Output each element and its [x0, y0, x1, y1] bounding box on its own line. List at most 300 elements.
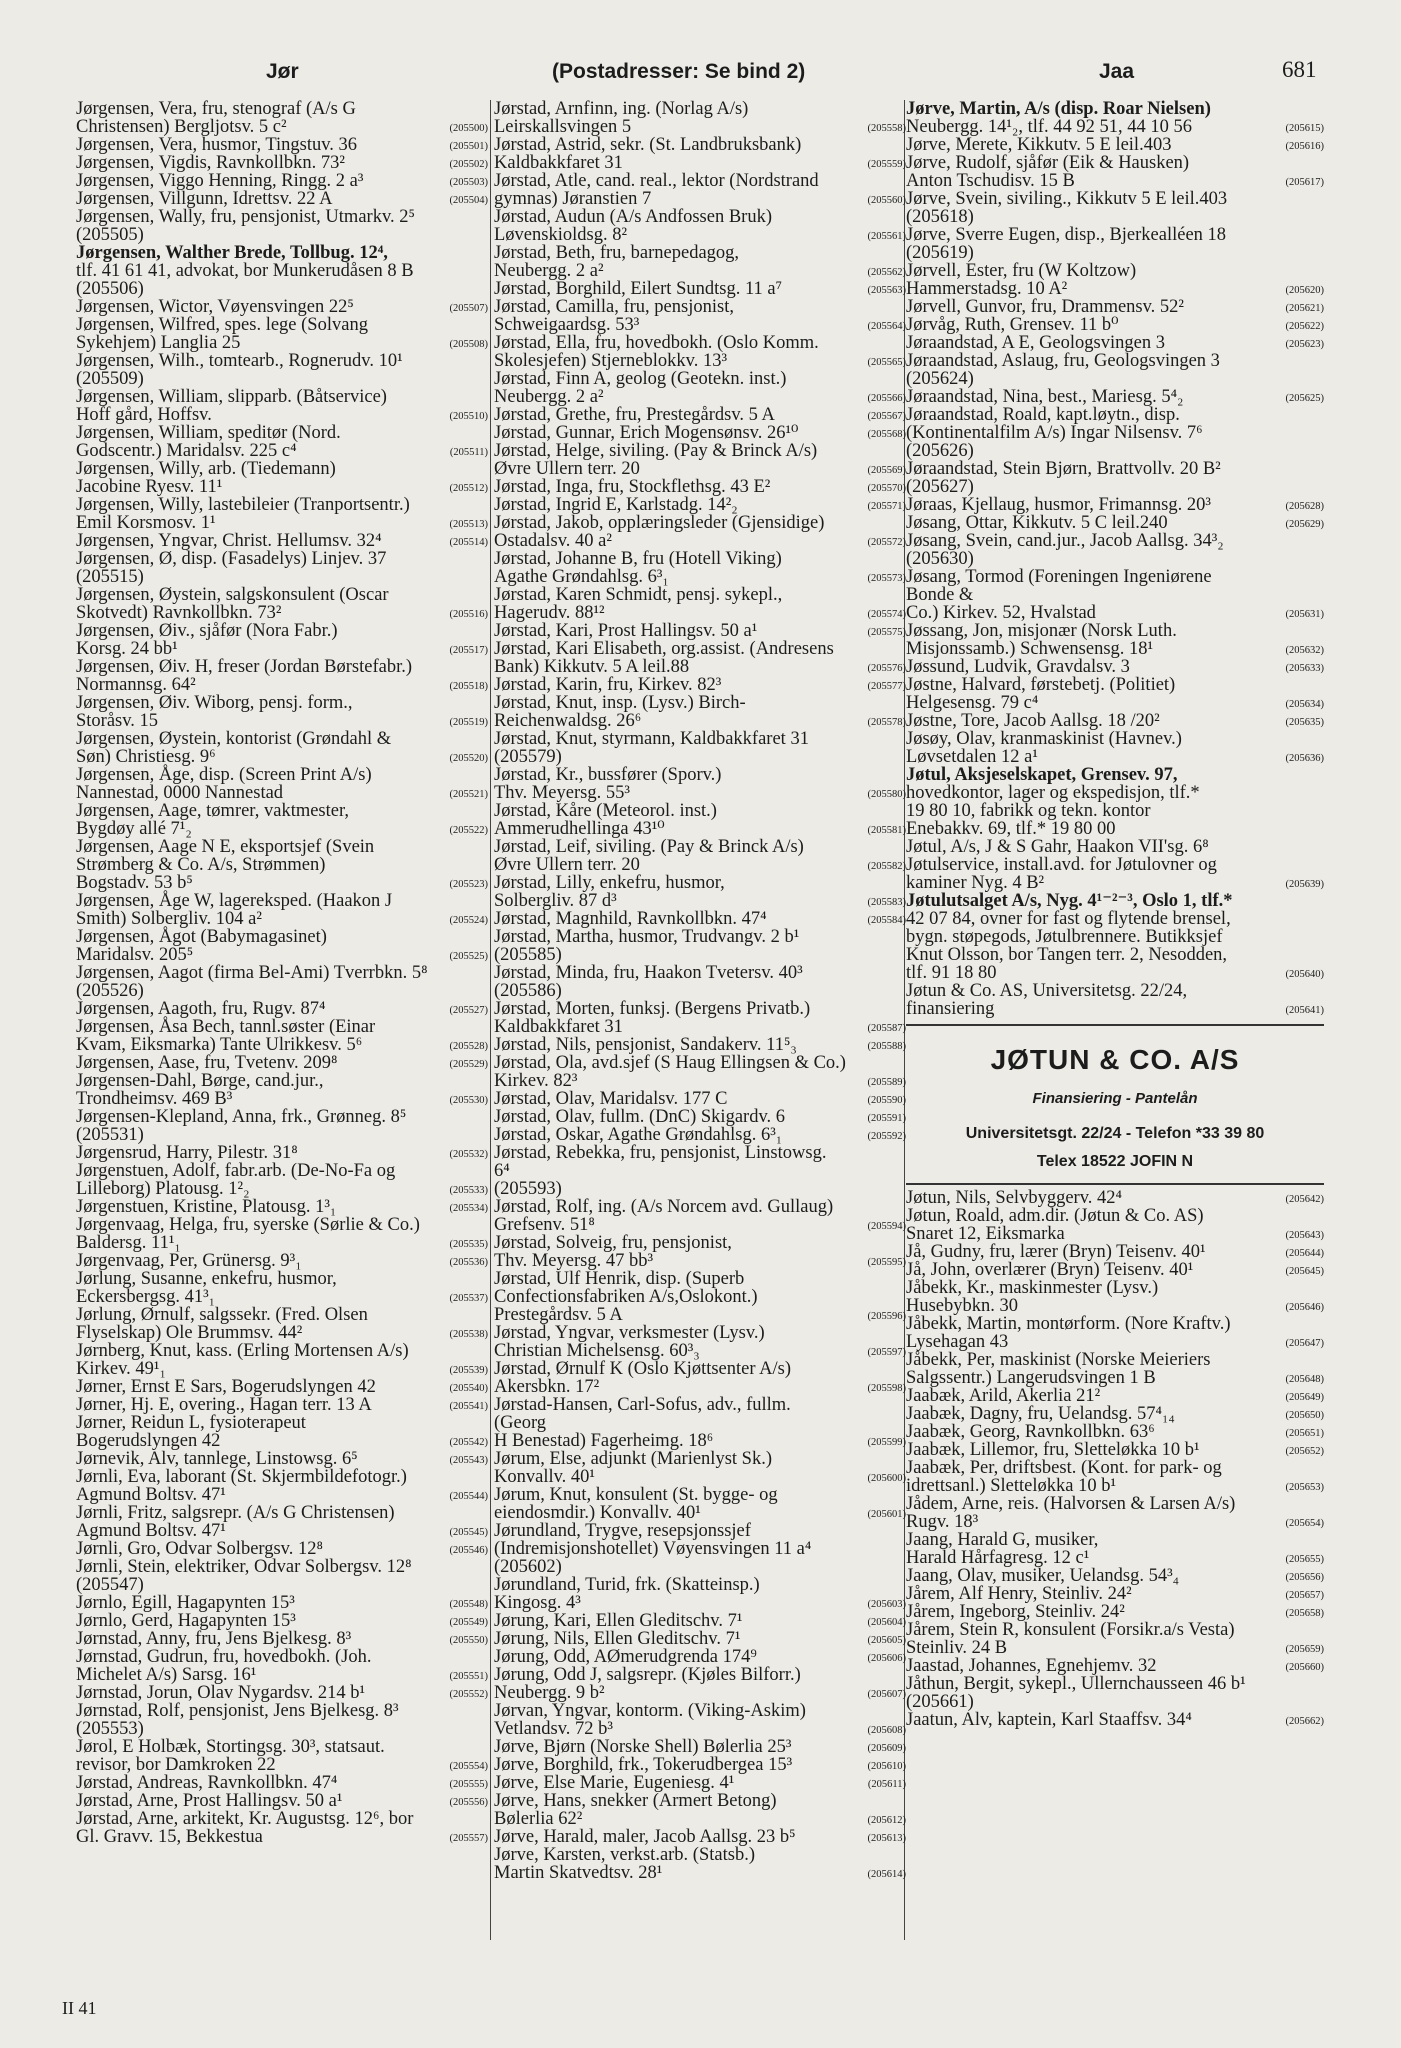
entry-number: (205530)	[449, 1095, 488, 1106]
entry-number: (205504)	[449, 195, 488, 206]
entry-text: Jørlung, Ørnulf, salgssekr. (Fred. Olsen Flyselskap) Ole Brummsv. 44²	[76, 1305, 368, 1343]
entry-text: Jørgenvaag, Per, Grünersg. 9³₁	[76, 1251, 302, 1271]
directory-entry	[494, 1576, 906, 1612]
entry-number: (205657)	[1285, 1590, 1324, 1601]
directory-entry	[494, 802, 906, 838]
directory-entry	[494, 100, 906, 136]
entry-number: (205654)	[1285, 1518, 1324, 1529]
entry-text: Jørung, Kari, Ellen Gleditschv. 7¹	[494, 1611, 743, 1631]
directory-entry	[76, 1468, 488, 1504]
directory-entry	[906, 1261, 1324, 1279]
entry-number: (205633)	[1285, 663, 1324, 674]
entry-text: Jørstad, Olav, fullm. (DnC) Skigardv. 6	[494, 1107, 785, 1127]
directory-entry	[76, 1774, 488, 1792]
entry-number: (205604)	[867, 1617, 906, 1628]
entry-text: Jørgensen, Øiv. Wiborg, pensj. form., Storåsv. 15	[76, 693, 353, 731]
entry-text: Jørgensen, Ø, disp. (Fasadelys) Linjev. 37	[76, 549, 387, 569]
entry-text: (205553)	[76, 1719, 144, 1739]
entry-number: (205560)	[867, 195, 906, 206]
entry-number: (205521)	[449, 789, 488, 800]
entry-number: (205573)	[867, 573, 906, 584]
entry-number: (205591)	[867, 1113, 906, 1124]
entry-number: (205519)	[449, 717, 488, 728]
entry-number: (205500)	[449, 123, 488, 134]
entry-text: Jørvell, Ester, fru (W Koltzow) Hammerstadsg. 10 A²	[906, 261, 1137, 299]
entry-number: (205655)	[1285, 1554, 1324, 1565]
directory-entry	[494, 730, 906, 748]
directory-entry	[76, 1540, 488, 1558]
entry-number: (205643)	[1285, 1230, 1324, 1241]
directory-entry	[906, 298, 1324, 316]
entry-number: (205566)	[867, 393, 906, 404]
entry-number: (205590)	[867, 1095, 906, 1106]
ad-telex: Telex 18522 JOFIN N	[1036, 1153, 1194, 1170]
entry-number: (205536)	[449, 1257, 488, 1268]
entry-text: Jøsøy, Olav, kranmaskinist (Havnev.) Løvsetdalen 12 a¹	[906, 729, 1182, 767]
entry-number: (205550)	[449, 1635, 488, 1646]
entry-text: Jørner, Hj. E, overing., Hagan terr. 13 A	[76, 1395, 372, 1415]
entry-text: Jørstad, Audun (A/s Andfossen Bruk) Løvenskioldsg. 8²	[494, 207, 773, 245]
entry-text: Jørve, Hans, snekker (Armert Betong) Bølerlia 62²	[494, 1791, 777, 1829]
entry-number: (205537)	[449, 1293, 488, 1304]
directory-entry	[906, 1495, 1324, 1531]
directory-entry	[494, 622, 906, 640]
directory-entry	[76, 136, 488, 154]
directory-entry	[76, 1144, 488, 1162]
entry-text: Jørstad, Camilla, fru, pensjonist, Schweigaardsg. 53³	[494, 297, 734, 335]
entry-text: Jørstad, Kari, Prost Hallingsv. 50 a¹	[494, 621, 758, 641]
entry-text: Jørner, Reidun L, fysioterapeut Bogerudslyngen 42	[76, 1413, 306, 1451]
entry-text: Jørstad, Solveig, fru, pensjonist, Thv. Meyersg. 47 bb³	[494, 1233, 732, 1271]
entry-text: Jøssund, Ludvik, Gravdalsv. 3	[906, 657, 1130, 677]
directory-entry	[906, 1207, 1324, 1243]
entry-text: (205661)	[906, 1692, 974, 1712]
directory-entry	[906, 568, 1324, 622]
entry-text: Jørung, Odd J, salgsrepr. (Kjøles Bilforr.) Neubergg. 9 b²	[494, 1665, 801, 1703]
entry-text: Jørve, Martin, A/s (disp. Roar Nielsen) Neubergg. 14¹₂, tlf. 44 92 51, 44 10 56	[906, 99, 1211, 137]
directory-entry	[906, 262, 1324, 298]
listing-column-3-bottom	[906, 1189, 1324, 1729]
entry-number: (205533)	[449, 1185, 488, 1196]
entry-text: Jørgensen, Yngvar, Christ. Hellumsv. 32⁴	[76, 531, 382, 551]
entry-text: Jørum, Knut, konsulent (St. bygge- og eiendosmdir.) Konvallv. 40¹	[494, 1485, 778, 1523]
entry-number: (205652)	[1285, 1446, 1324, 1457]
directory-entry	[906, 316, 1324, 334]
entry-text: Jørgensen, Villgunn, Idrettsv. 22 A	[76, 189, 333, 209]
entry-text: Jøsang, Svein, cand.jur., Jacob Aallsg. 34³₂	[906, 531, 1224, 551]
entry-number: (205620)	[1285, 285, 1324, 296]
entry-number: (205608)	[867, 1725, 906, 1736]
directory-entry	[76, 928, 488, 964]
directory-entry	[906, 136, 1324, 154]
entry-text: Jørnberg, Knut, kass. (Erling Mortensen A/s) Kirkev. 49¹₁	[76, 1341, 409, 1379]
directory-entry	[494, 640, 906, 676]
entry-text: Jørgensen, Aage N E, eksportsjef (Svein Strømberg & Co. A/s, Strømmen) Bogstadv. 53 b⁵	[76, 837, 375, 893]
entry-number: (205546)	[449, 1545, 488, 1556]
entry-number: (205646)	[1285, 1302, 1324, 1313]
directory-entry	[494, 1090, 906, 1108]
directory-entry	[494, 370, 906, 406]
entry-number: (205658)	[1285, 1608, 1324, 1619]
entry-text: Jørstad, Knut, insp. (Lysv.) Birch- Reichenwaldsg. 26⁶	[494, 693, 746, 731]
entry-number: (205528)	[449, 1041, 488, 1052]
directory-entry	[76, 1810, 488, 1846]
entry-number: (205532)	[449, 1149, 488, 1160]
entry-text: (205624)	[906, 369, 974, 389]
directory-entry	[494, 586, 906, 622]
entry-text: Jørstad, Ella, fru, hovedbokh. (Oslo Komm. Skolesjefen) Stjerneblokkv. 13³	[494, 333, 819, 371]
header-left-keyword: Jør	[266, 60, 299, 83]
ad-tagline: Finansiering - Pantelån	[1032, 1090, 1198, 1107]
entry-number: (205578)	[867, 717, 906, 728]
entry-text: Jørstad, Arnfinn, ing. (Norlag A/s) Leirskallsvingen 5	[494, 99, 749, 137]
entry-text: (205627)	[906, 477, 974, 497]
entry-text: Jøraandstad, Stein Bjørn, Brattvollv. 20 B²	[906, 459, 1221, 479]
entry-text: Jørgensen-Dahl, Børge, cand.jur., Trondheimsv. 469 B³	[76, 1071, 324, 1109]
entry-text: Jørgensen, Aagoth, fru, Rugv. 87⁴	[76, 999, 326, 1019]
entry-text: Jaabæk, Dagny, fru, Uelandsg. 57⁴₁₄	[906, 1404, 1175, 1424]
entry-number: (205510)	[449, 411, 488, 422]
directory-entry	[494, 280, 906, 298]
directory-entry	[906, 766, 1324, 838]
entry-number: (205568)	[867, 429, 906, 440]
directory-entry	[76, 1396, 488, 1414]
entry-number: (205549)	[449, 1617, 488, 1628]
entry-number: (205635)	[1285, 717, 1324, 728]
entry-text: Jøssang, Jon, misjonær (Norsk Luth. Misjonssamb.) Schwensensg. 18¹	[906, 621, 1177, 659]
entry-text: Jørstad, Knut, styrmann, Kaldbakkfaret 31	[494, 729, 809, 749]
entry-number: (205577)	[867, 681, 906, 692]
entry-text: Jørstad, Kr., bussfører (Sporv.) Thv. Meyersg. 55³	[494, 765, 722, 803]
header-note: (Postadresser: Se bind 2)	[552, 60, 806, 83]
entry-number: (205559)	[867, 159, 906, 170]
entry-text: Jåbekk, Martin, montørform. (Nore Kraftv.) Lysehagan 43	[906, 1314, 1231, 1352]
entry-text: Jørner, Ernst E Sars, Bogerudslyngen 42	[76, 1377, 376, 1397]
entry-text: Jårem, Alf Henry, Steinliv. 24²	[906, 1584, 1132, 1604]
entry-text: Jørgensen, Aagot (firma Bel-Ami) Tverrbkn. 5⁸	[76, 963, 428, 983]
entry-text: Jørstad, Jakob, opplæringsleder (Gjensidige) Ostadalsv. 40 a²	[494, 513, 825, 551]
entry-text: Jaang, Harald G, musiker, Harald Hårfagresg. 12 c¹	[906, 1530, 1099, 1568]
entry-text: Jørstad, Atle, cand. real., lektor (Nordstrand gymnas) Jøranstien 7	[494, 171, 819, 209]
directory-entry	[76, 568, 488, 586]
entry-number: (205650)	[1285, 1410, 1324, 1421]
ad-company-name: JØTUN & CO. A/S	[990, 1044, 1240, 1075]
entry-text: Jørstad, Ørnulf K (Oslo Kjøttsenter A/s) Akersbkn. 17²	[494, 1359, 791, 1397]
entry-text: Jaang, Olav, musiker, Uelandsg. 54³₄	[906, 1566, 1180, 1586]
entry-text: Jørstad, Beth, fru, barnepedagog, Neubergg. 2 a²	[494, 243, 740, 281]
directory-entry	[906, 388, 1324, 406]
entry-text: Jørve, Rudolf, sjåfør (Eik & Hausken) Anton Tschudisv. 15 B	[906, 153, 1190, 191]
entry-text: Jørstad, Finn A, geolog (Geotekn. inst.) Neubergg. 2 a²	[494, 369, 787, 407]
entry-text: (205626)	[906, 441, 974, 461]
entry-number: (205520)	[449, 753, 488, 764]
entry-text: Jåbekk, Kr., maskinmester (Lysv.) Husebybkn. 30	[906, 1278, 1159, 1316]
directory-entry	[906, 442, 1324, 460]
entry-text: Jå, Gudny, fru, lærer (Bryn) Teisenv. 40¹	[906, 1242, 1206, 1262]
directory-entry	[906, 208, 1324, 226]
entry-text: (205585)	[494, 945, 562, 965]
entry-number: (205631)	[1285, 609, 1324, 620]
entry-text: Jørve, Borghild, frk., Tokerudbergea 15³	[494, 1755, 793, 1775]
entry-text: (205618)	[906, 207, 974, 227]
ad-rule-bottom	[906, 1183, 1324, 1185]
directory-entry	[906, 1315, 1324, 1351]
entry-text: (205515)	[76, 567, 144, 587]
entry-number: (205596)	[867, 1311, 906, 1322]
directory-entry	[906, 1405, 1324, 1423]
directory-entry	[76, 1252, 488, 1270]
entry-text: Jørve, Harald, maler, Jacob Aallsg. 23 b⁵	[494, 1827, 796, 1847]
entry-number: (205523)	[449, 879, 488, 890]
entry-text: Jaabæk, Arild, Akerlia 21²	[906, 1386, 1101, 1406]
entry-number: (205584)	[867, 915, 906, 926]
directory-entry	[906, 334, 1324, 352]
directory-entry	[906, 1351, 1324, 1387]
entry-number: (205558)	[867, 123, 906, 134]
directory-entry	[76, 1162, 488, 1198]
directory-entry	[906, 1189, 1324, 1207]
directory-entry	[76, 1018, 488, 1054]
entry-number: (205544)	[449, 1491, 488, 1502]
entry-number: (205561)	[867, 231, 906, 242]
directory-entry	[76, 802, 488, 838]
entry-text: Jøstne, Halvard, førstebetj. (Politiet) Helgesensg. 79 c⁴	[906, 675, 1176, 713]
listing-column-3	[906, 100, 1324, 1729]
entry-text: Jørundland, Trygve, resepsjonssjef (Indremisjonshotellet) Vøyensvingen 11 a⁴	[494, 1521, 812, 1559]
directory-entry	[494, 208, 906, 244]
entry-text: Jørstad, Inga, fru, Stockflethsg. 43 E²	[494, 477, 771, 497]
entry-number: (205574)	[867, 609, 906, 620]
entry-number: (205625)	[1285, 393, 1324, 404]
directory-entry	[494, 334, 906, 370]
directory-entry	[494, 766, 906, 802]
entry-text: Jørgensen, Vera, fru, stenograf (A/s G Christensen) Bergljotsv. 5 c²	[76, 99, 356, 137]
directory-entry	[494, 1666, 906, 1702]
directory-entry	[906, 1603, 1324, 1621]
entry-text: Jaabæk, Georg, Ravnkollbkn. 63⁶	[906, 1422, 1155, 1442]
directory-entry	[494, 1612, 906, 1630]
entry-text: Jørve, Karsten, verkst.arb. (Statsb.) Martin Skatvedtsv. 28¹	[494, 1845, 755, 1883]
entry-text: (205505)	[76, 225, 144, 245]
entry-number: (205571)	[867, 501, 906, 512]
entry-number: (205598)	[867, 1383, 906, 1394]
directory-entry	[494, 694, 906, 730]
directory-entry	[494, 478, 906, 496]
entry-number: (205594)	[867, 1221, 906, 1232]
directory-entry	[906, 460, 1324, 478]
entry-number: (205613)	[867, 1833, 906, 1844]
entry-text: (205531)	[76, 1125, 144, 1145]
entry-number: (205516)	[449, 609, 488, 620]
entry-text: Jøtun & Co. AS, Universitetsg. 22/24, finansiering	[906, 981, 1188, 1019]
entry-text: Jørnli, Fritz, salgsrepr. (A/s G Christensen) Agmund Boltsv. 47¹	[76, 1503, 395, 1541]
entry-text: Jørnevik, Alv, tannlege, Linstowsg. 6⁵	[76, 1449, 358, 1469]
directory-entry	[906, 406, 1324, 442]
directory-entry	[494, 172, 906, 208]
listing-column-3-top	[906, 100, 1324, 1018]
directory-entry	[494, 1630, 906, 1648]
entry-number: (205542)	[449, 1437, 488, 1448]
entry-text: Jøraandstad, Roald, kapt.løytn., disp. (Kontinentalfilm A/s) Ingar Nilsensv. 7⁶	[906, 405, 1203, 443]
entry-number: (205642)	[1285, 1194, 1324, 1205]
entry-text: Jøtulutsalget A/s, Nyg. 4¹⁻²⁻³, Oslo 1, tlf.* 42 07 84, ovner for fast og flytende brensel, bygn. støpegods, Jøtulbrennere. Butikksjef Knut Olsson, bor Tangen terr. 2, Nesodden, tlf. 91 18 80	[906, 891, 1233, 983]
directory-entry	[76, 1216, 488, 1252]
entry-text: Jørgensen, Ågot (Babymagasinet) Maridalsv. 205⁵	[76, 927, 327, 965]
directory-entry	[76, 100, 488, 136]
directory-entry	[76, 1576, 488, 1594]
entry-text: Jørgensen, Willy, lastebileier (Tranportsentr.) Emil Korsmosv. 1¹	[76, 495, 410, 533]
entry-number: (205595)	[867, 1257, 906, 1268]
directory-entry	[906, 244, 1324, 262]
directory-entry	[494, 1054, 906, 1090]
directory-entry	[906, 352, 1324, 370]
directory-entry	[906, 226, 1324, 244]
entry-text: Jørstad, Ulf Henrik, disp. (Superb Confectionsfabriken A/s,Oslokont.) Prestegårdsv. 5 A	[494, 1269, 758, 1325]
entry-number: (205656)	[1285, 1572, 1324, 1583]
entry-text: Jørstad, Arne, Prost Hallingsv. 50 a¹	[76, 1791, 343, 1811]
directory-entry	[494, 676, 906, 694]
entry-text: Jaabæk, Per, driftsbest. (Kont. for park- og idrettsanl.) Sletteløkka 10 b¹	[906, 1458, 1222, 1496]
entry-number: (205599)	[867, 1437, 906, 1448]
directory-entry	[906, 1441, 1324, 1459]
ad-rule-top	[906, 1024, 1324, 1026]
directory-entry	[76, 694, 488, 730]
entry-number: (205565)	[867, 357, 906, 368]
entry-text: Jørstad, Rebekka, fru, pensjonist, Linstowsg. 6⁴	[494, 1143, 827, 1181]
entry-number: (205557)	[449, 1833, 488, 1844]
entry-text: Jørung, Odd, AØmerudgrenda 174⁹	[494, 1647, 757, 1667]
directory-entry	[76, 496, 488, 532]
entry-number: (205572)	[867, 537, 906, 548]
entry-number: (205535)	[449, 1239, 488, 1250]
ad-address: Universitetsgt. 22/24 - Telefon *33 39 80	[965, 1125, 1265, 1142]
directory-entry	[906, 838, 1324, 856]
entry-text: Jøsang, Tormod (Foreningen Ingeniørene Bonde & Co.) Kirkev. 52, Hvalstad	[906, 567, 1212, 623]
directory-entry	[494, 1792, 906, 1828]
directory-entry	[494, 838, 906, 874]
entry-number: (205659)	[1285, 1644, 1324, 1655]
directory-entry	[494, 964, 906, 982]
entry-text: Jørve, Sverre Eugen, disp., Bjerkealléen 18	[906, 225, 1227, 245]
entry-text: Jørstad, Oskar, Agathe Grøndahlsg. 6³₁	[494, 1125, 783, 1145]
entry-text: (205630)	[906, 549, 974, 569]
entry-number: (205614)	[867, 1869, 906, 1880]
entry-text: Jørstad, Borghild, Eilert Sundtsg. 11 a⁷	[494, 279, 783, 299]
entry-text: Jøtun, Nils, Selvbyggerv. 42⁴	[906, 1188, 1122, 1208]
page-number: 681	[1282, 57, 1317, 82]
entry-text: Jørgensen, Walther Brede, Tollbug. 12⁴, tlf. 41 61 41, advokat, bor Munkerudåsen 8 B	[76, 243, 414, 281]
directory-entry	[76, 1450, 488, 1468]
entry-number: (205616)	[1285, 141, 1324, 152]
directory-entry	[906, 154, 1324, 190]
directory-entry	[906, 1423, 1324, 1441]
entry-text: Jørnstad, Rolf, pensjonist, Jens Bjelkesg. 8³	[76, 1701, 399, 1721]
directory-entry	[76, 226, 488, 244]
entry-text: Jøraandstad, A E, Geologsvingen 3	[906, 333, 1165, 353]
entry-text: Jørstad, Leif, siviling. (Pay & Brinck A/s) Øvre Ullern terr. 20	[494, 837, 804, 875]
entry-text: Jørstad, Minda, fru, Haakon Tvetersv. 40³	[494, 963, 803, 983]
directory-entry	[906, 370, 1324, 388]
entry-text: Jørgensen, William, speditør (Nord. Godscentr.) Maridalsv. 225 c⁴	[76, 423, 341, 461]
entry-text: Jørgensen, Willy, arb. (Tiedemann) Jacobine Ryesv. 11¹	[76, 459, 336, 497]
entry-number: (205529)	[449, 1059, 488, 1070]
entry-text: Jørum, Else, adjunkt (Marienlyst Sk.) Konvallv. 40¹	[494, 1449, 772, 1487]
directory-entry	[906, 622, 1324, 658]
entry-text: Jøsang, Ottar, Kikkutv. 5 C leil.240	[906, 513, 1168, 533]
entry-number: (205647)	[1285, 1338, 1324, 1349]
directory-entry	[76, 622, 488, 658]
directory-entry	[906, 1567, 1324, 1585]
directory-entry	[494, 550, 906, 586]
entry-number: (205651)	[1285, 1428, 1324, 1439]
directory-entry	[76, 316, 488, 352]
directory-entry	[76, 190, 488, 208]
directory-entry	[494, 244, 906, 280]
entry-number: (205569)	[867, 465, 906, 476]
entry-number: (205609)	[867, 1743, 906, 1754]
entry-number: (205539)	[449, 1365, 488, 1376]
directory-entry	[76, 1054, 488, 1072]
entry-text: Jørgensen, Vera, husmor, Tingstuv. 36	[76, 135, 358, 155]
directory-entry	[76, 154, 488, 172]
directory-entry	[906, 1279, 1324, 1315]
entry-number: (205517)	[449, 645, 488, 656]
entry-text: Jårem, Ingeborg, Steinliv. 24²	[906, 1602, 1125, 1622]
directory-entry	[76, 838, 488, 892]
entry-number: (205507)	[449, 303, 488, 314]
entry-text: Jørstad, Grethe, fru, Prestegårdsv. 5 A	[494, 405, 775, 425]
entry-text: Jørgensen, Åsa Bech, tannl.søster (Einar Kvam, Eiksmarka) Tante Ulrikkesv. 5⁶	[76, 1017, 376, 1055]
entry-number: (205548)	[449, 1599, 488, 1610]
directory-entry	[494, 1396, 906, 1450]
directory-entry	[76, 1306, 488, 1342]
entry-number: (205582)	[867, 861, 906, 872]
entry-text: Jøstne, Tore, Jacob Aallsg. 18 /20²	[906, 711, 1160, 731]
directory-entry	[906, 514, 1324, 532]
entry-number: (205508)	[449, 339, 488, 350]
directory-entry	[76, 964, 488, 982]
directory-entry	[76, 370, 488, 388]
directory-entry	[906, 1585, 1324, 1603]
entry-text: Jørgensen, Wilh., tomtearb., Rognerudv. 10¹	[76, 351, 403, 371]
page-footer: II 41	[62, 1998, 97, 2018]
entry-text: Jørgensen, Øiv. H, freser (Jordan Børstefabr.) Normannsg. 64²	[76, 657, 412, 695]
entry-number: (205562)	[867, 267, 906, 278]
directory-entry	[494, 1324, 906, 1360]
entry-number: (205576)	[867, 663, 906, 674]
directory-entry	[494, 982, 906, 1000]
directory-entry	[494, 406, 906, 424]
entry-text: Jørgensen, Wally, fru, pensjonist, Utmarkv. 2⁵	[76, 207, 415, 227]
entry-number: (205639)	[1285, 879, 1324, 890]
entry-number: (205607)	[867, 1689, 906, 1700]
entry-text: Jørgensen, Aase, fru, Tvetenv. 209⁸	[76, 1053, 338, 1073]
entry-text: (205579)	[494, 747, 562, 767]
entry-number: (205583)	[867, 897, 906, 908]
directory-entry	[76, 766, 488, 802]
entry-text: Jørgensen, Viggo Henning, Ringg. 2 a³	[76, 171, 364, 191]
entry-number: (205502)	[449, 159, 488, 170]
entry-text: Jørgenstuen, Kristine, Platousg. 1³₁	[76, 1197, 337, 1217]
entry-number: (205603)	[867, 1599, 906, 1610]
entry-number: (205587)	[867, 1023, 906, 1034]
entry-number: (205662)	[1285, 1716, 1324, 1727]
entry-text: Jørstad, Karen Schmidt, pensj. sykepl., Hagerudv. 88¹²	[494, 585, 783, 623]
entry-text: Jørstad, Magnhild, Ravnkollbkn. 47⁴	[494, 909, 767, 929]
entry-number: (205592)	[867, 1131, 906, 1142]
directory-entry	[494, 514, 906, 550]
entry-number: (205511)	[449, 447, 488, 458]
